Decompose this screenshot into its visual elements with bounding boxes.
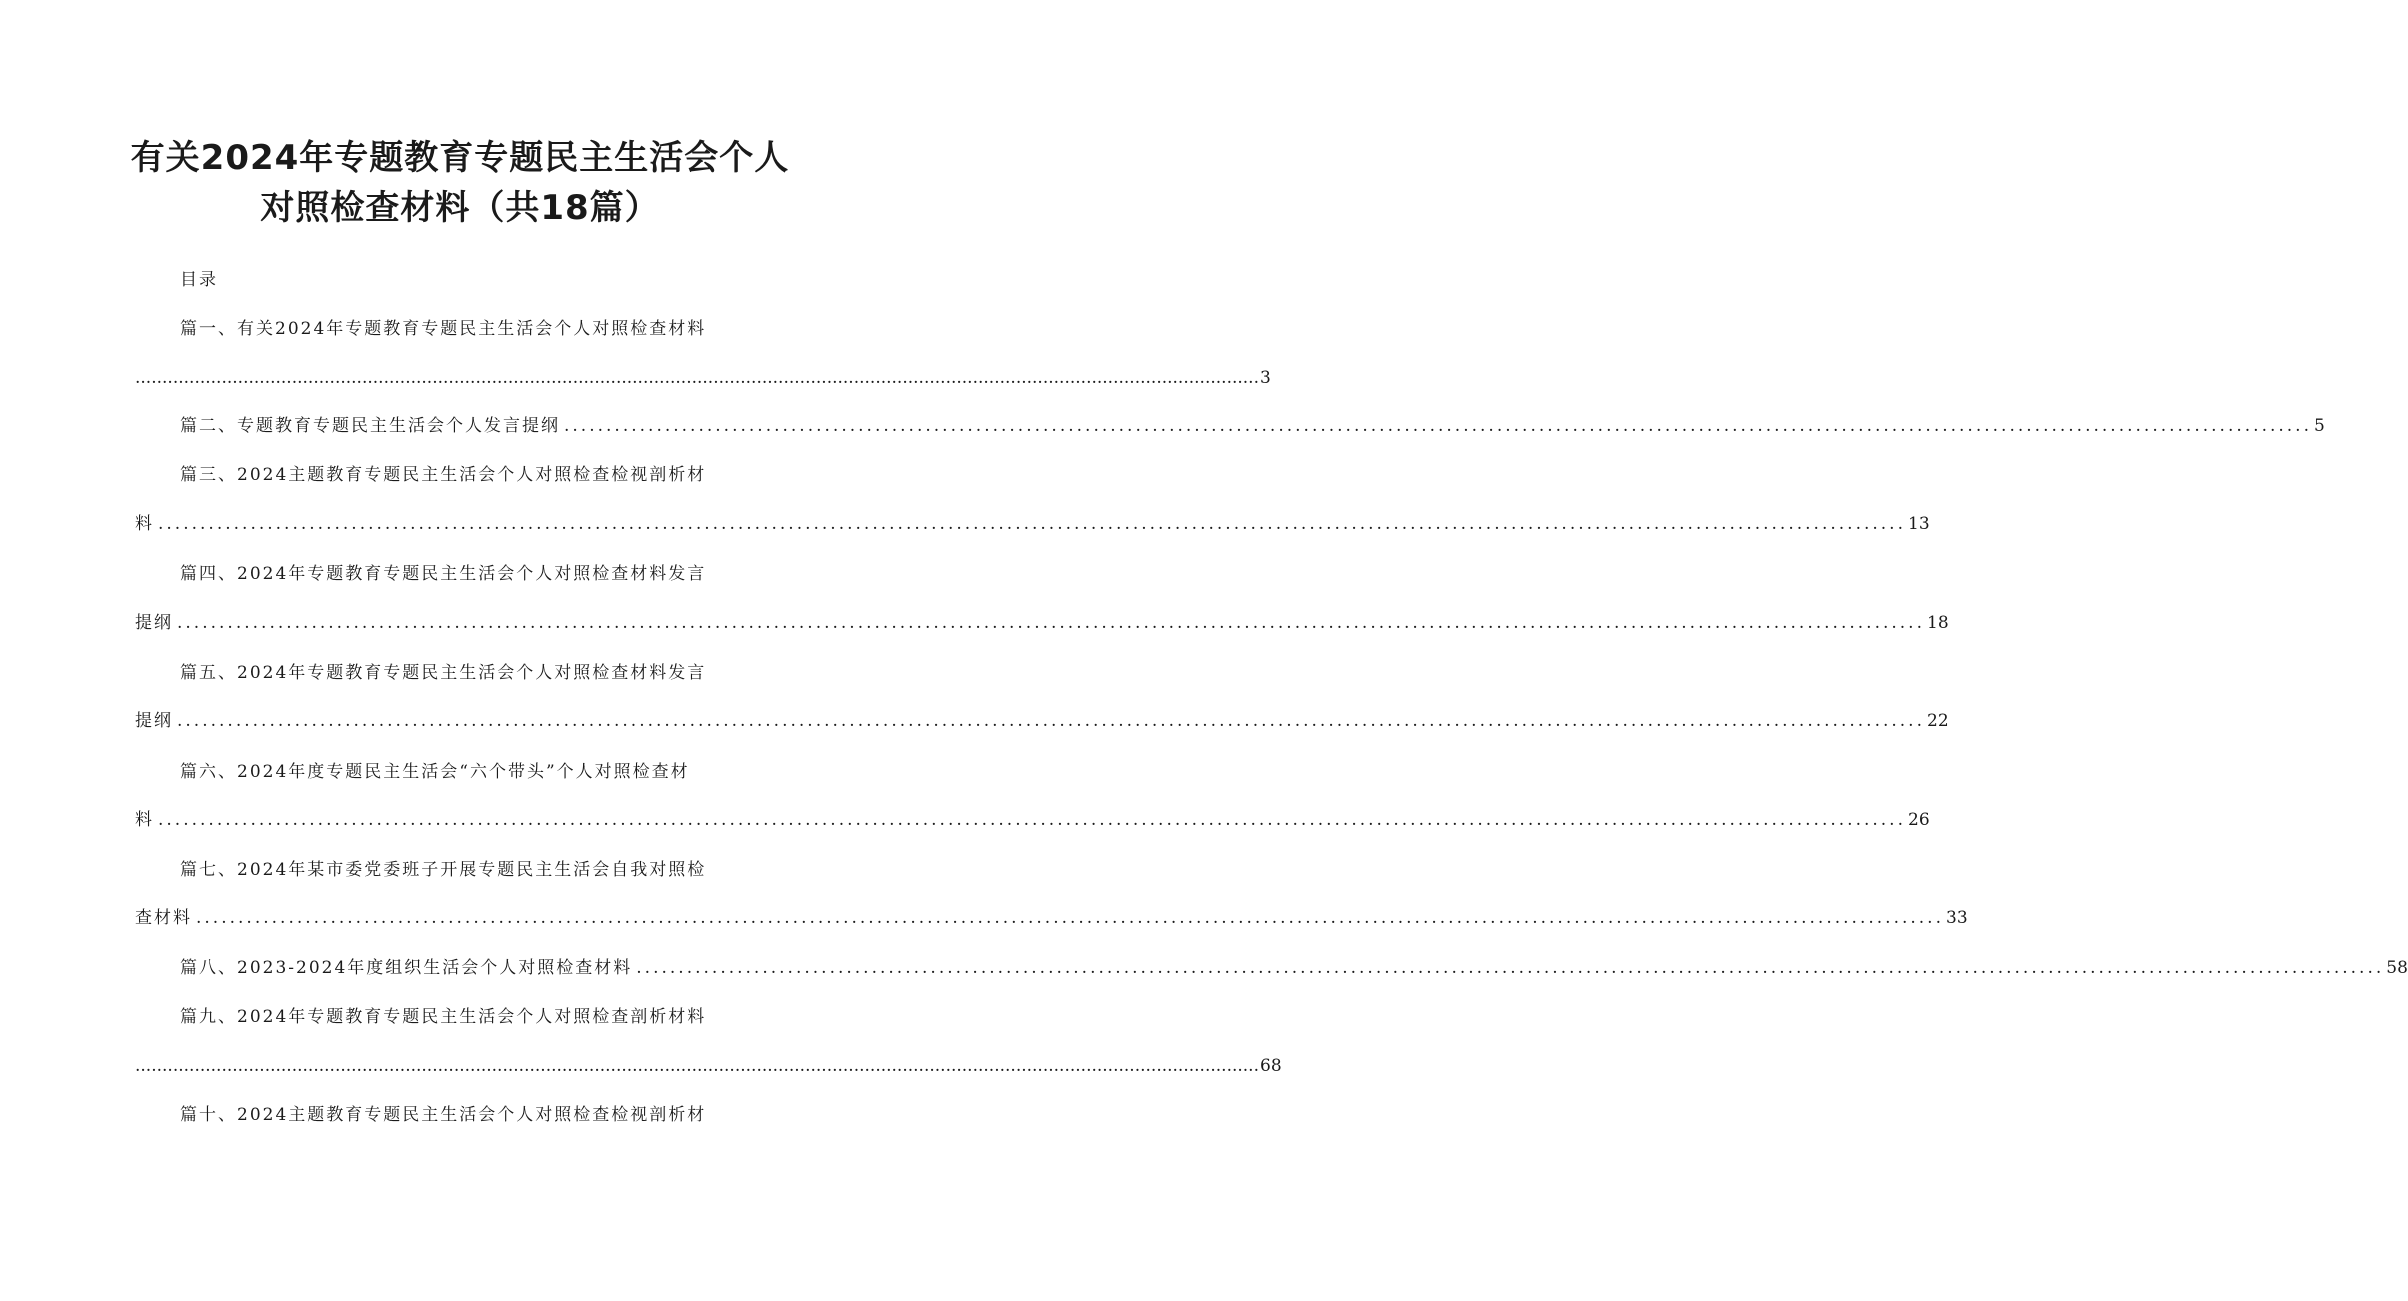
toc-entry-7-line-1[interactable] — [135, 857, 772, 883]
toc-entry-text: 篇九、2024年专题教育专题民主生活会个人对照检查剖析材料 — [180, 1007, 707, 1027]
toc-page-number: 22 — [1927, 711, 1949, 731]
toc-leader-dots: ................................................................................................................................................................................................................ — [158, 810, 1906, 830]
toc-heading: 目录 — [180, 270, 218, 290]
toc-entry-text: 篇二、专题教育专题民主生活会个人发言提纲 — [180, 416, 560, 436]
toc-entry-text: 篇六、2024年度专题民主生活会“六个带头”个人对照检查材 — [180, 762, 690, 782]
toc-leader-dots: ................................................................................................................................................................................................................ — [564, 416, 2312, 436]
toc-leader-dots: ................................................................................................................................................................................................................ — [158, 514, 1906, 534]
toc-leader-dots: ................................................................................................................................................................................................................ — [177, 711, 1925, 731]
toc-entry-text: 篇一、有关2024年专题教育专题民主生活会个人对照检查材料 — [180, 319, 707, 339]
toc-leader-dots: ................................................................................................................................................................................................................ — [636, 958, 2385, 978]
toc-entry-4-line-1[interactable] — [135, 561, 772, 587]
toc-page-number: 13 — [1908, 514, 1930, 534]
toc-entry-3-line-1[interactable] — [135, 462, 772, 488]
toc-entry-4-line-2[interactable] — [135, 610, 1949, 636]
toc-leader-dots: ................................................................................................................................................................................................................ — [135, 1056, 1259, 1076]
toc-entry-10-line-1[interactable] — [135, 1102, 772, 1128]
toc-page-number: 58 — [2386, 958, 2408, 978]
toc-entry-text: 篇五、2024年专题教育专题民主生活会个人对照检查材料发言 — [180, 663, 707, 683]
toc-page-number: 18 — [1927, 613, 1949, 633]
toc-entry-6-line-1[interactable] — [135, 759, 772, 785]
toc-entry-1-line-2[interactable] — [135, 365, 1271, 391]
toc-entry-text: 提纲 — [135, 711, 173, 731]
toc-entry-text: 篇三、2024主题教育专题民主生活会个人对照检查检视剖析材 — [180, 465, 707, 485]
toc-entry-text: 篇七、2024年某市委党委班子开展专题民主生活会自我对照检 — [180, 860, 707, 880]
toc-page-number: 26 — [1908, 810, 1930, 830]
toc-entry-text: 查材料 — [135, 908, 192, 928]
toc-entry-9-line-1[interactable] — [135, 1004, 772, 1030]
document-title-line-1: 有关2024年专题教育专题民主生活会个人 — [130, 138, 790, 178]
toc-entry-text: 提纲 — [135, 613, 173, 633]
toc-entry-3-line-2[interactable] — [135, 511, 1930, 537]
document-title-line-2: 对照检查材料（共18篇） — [260, 188, 660, 228]
toc-entry-8[interactable] — [135, 955, 2408, 981]
toc-entry-text: 料 — [135, 514, 154, 534]
toc-entry-text: 篇四、2024年专题教育专题民主生活会个人对照检查材料发言 — [180, 564, 707, 584]
toc-entry-5-line-1[interactable] — [135, 660, 772, 686]
toc-entry-1-line-1[interactable] — [135, 316, 772, 342]
toc-page-number: 5 — [2314, 416, 2325, 436]
toc-entry-2[interactable] — [135, 413, 2325, 439]
toc-entry-6-line-2[interactable] — [135, 807, 1930, 833]
toc-entry-9-line-2[interactable] — [135, 1053, 1282, 1079]
toc-page-number: 33 — [1946, 908, 1968, 928]
toc-entry-7-line-2[interactable] — [135, 905, 1968, 931]
toc-entry-5-line-2[interactable] — [135, 708, 1949, 734]
toc-leader-dots: ................................................................................................................................................................................................................ — [177, 613, 1925, 633]
toc-entry-text: 篇八、2023-2024年度组织生活会个人对照检查材料 — [180, 958, 633, 978]
toc-entry-text: 料 — [135, 810, 154, 830]
toc-entry-text: 篇十、2024主题教育专题民主生活会个人对照检查检视剖析材 — [180, 1105, 707, 1125]
toc-leader-dots: ................................................................................................................................................................................................................ — [135, 368, 1259, 388]
toc-page-number: 3 — [1260, 368, 1271, 388]
toc-leader-dots: ................................................................................................................................................................................................................ — [196, 908, 1944, 928]
toc-page-number: 68 — [1260, 1056, 1282, 1076]
